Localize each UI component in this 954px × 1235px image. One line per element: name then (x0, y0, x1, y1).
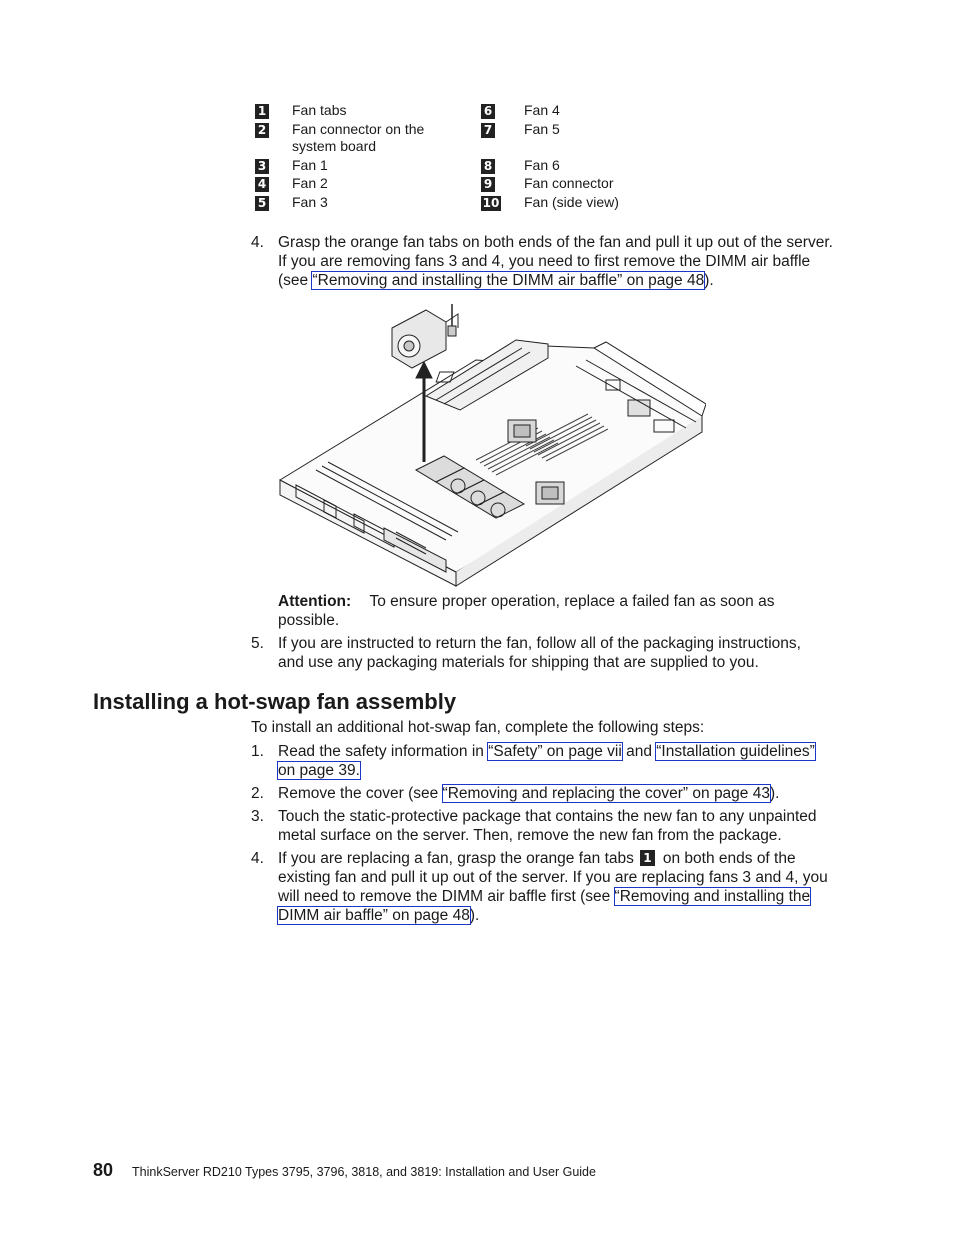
callout-number: 5 (255, 196, 269, 211)
callout-label: Fan tabs (292, 102, 347, 118)
xref-link-dimm-air-baffle[interactable]: “Removing and installing the DIMM air baffle” on page 48 (278, 888, 811, 924)
step-number: 5. (251, 635, 264, 652)
callout-number: 9 (481, 177, 495, 192)
callout-number: 8 (481, 159, 495, 174)
callout-label: Fan 4 (524, 102, 560, 118)
callout-label: Fan (side view) (524, 194, 619, 210)
callout-number: 1 (255, 104, 269, 119)
footer-title: ThinkServer RD210 Types 3795, 3796, 3818, and 3819: Installation and User Guide (132, 1165, 596, 1179)
callout-number: 2 (255, 123, 269, 138)
step-text-part: ). (704, 272, 714, 289)
step-number: 4. (251, 234, 264, 251)
step-text-part: on both ends of the existing fan and pull it up out of the server. If you are replacing fans 3 and 4, you will need to remove the DIMM air baffle first (see (278, 850, 828, 905)
step-text-part: Grasp the orange fan tabs on both ends of the fan and pull it up out of the server. If you are removing fans 3 and 4, you need to first remove the DIMM air baffle (see (278, 234, 833, 289)
section-heading: Installing a hot-swap fan assembly (93, 689, 457, 714)
step-text: Touch the static-protective package that contains the new fan to any unpainted metal surface on the server. Then, remove the new fan from the package. (278, 808, 817, 844)
callout-label: Fan 2 (292, 175, 328, 191)
xref-link-safety[interactable]: “Safety” on page vii (488, 743, 622, 760)
attention-text: To ensure proper operation, replace a failed fan as soon as possible. (278, 593, 775, 629)
callout-label: Fan 3 (292, 194, 328, 210)
server-fan-removal-illustration (276, 300, 706, 590)
callout-number: 4 (255, 177, 269, 192)
step-number: 1. (251, 743, 264, 760)
step-number: 2. (251, 785, 264, 802)
callout-label: Fan connector (524, 175, 614, 191)
xref-link-remove-cover[interactable]: “Removing and replacing the cover” on page 43 (442, 785, 770, 802)
callout-label: Fan 5 (524, 121, 560, 137)
step-text-part: Read the safety information in (278, 743, 489, 760)
callout-number: 7 (481, 123, 495, 138)
section-intro: To install an additional hot-swap fan, complete the following steps: (251, 719, 705, 736)
callout-label: Fan connector on the system board (292, 121, 425, 154)
step-number: 3. (251, 808, 264, 825)
step-number: 4. (251, 850, 264, 867)
step-text: If you are instructed to return the fan, follow all of the packaging instructions, and use any packaging materials for shipping that are supplied to you. (278, 635, 801, 671)
step-text-part: ). (469, 907, 480, 924)
xref-link-dimm-air-baffle[interactable]: “Removing and installing the DIMM air baffle” on page 48 (312, 272, 705, 289)
callout-number: 10 (482, 196, 500, 210)
callout-number: 3 (255, 159, 269, 174)
callout-number: 6 (481, 104, 495, 119)
step-text (278, 784, 834, 803)
step-text-part: ). (769, 785, 780, 802)
step-text (278, 849, 834, 925)
step-text (278, 742, 834, 780)
step-text-part: Remove the cover (see (278, 785, 443, 802)
step-text-part: If you are replacing a fan, grasp the orange fan tabs (278, 850, 634, 867)
callout-label: Fan 6 (524, 157, 560, 173)
step-text (278, 233, 840, 290)
page-number: 80 (93, 1160, 114, 1180)
callout-number: 1 (640, 850, 655, 866)
attention-note (278, 592, 798, 630)
callout-label: Fan 1 (292, 157, 328, 173)
attention-label: Attention: (278, 593, 352, 610)
step-text-part: and (621, 743, 657, 760)
xref-link-installation-guidelines[interactable]: “Installation guidelines” on page 39. (278, 743, 815, 779)
